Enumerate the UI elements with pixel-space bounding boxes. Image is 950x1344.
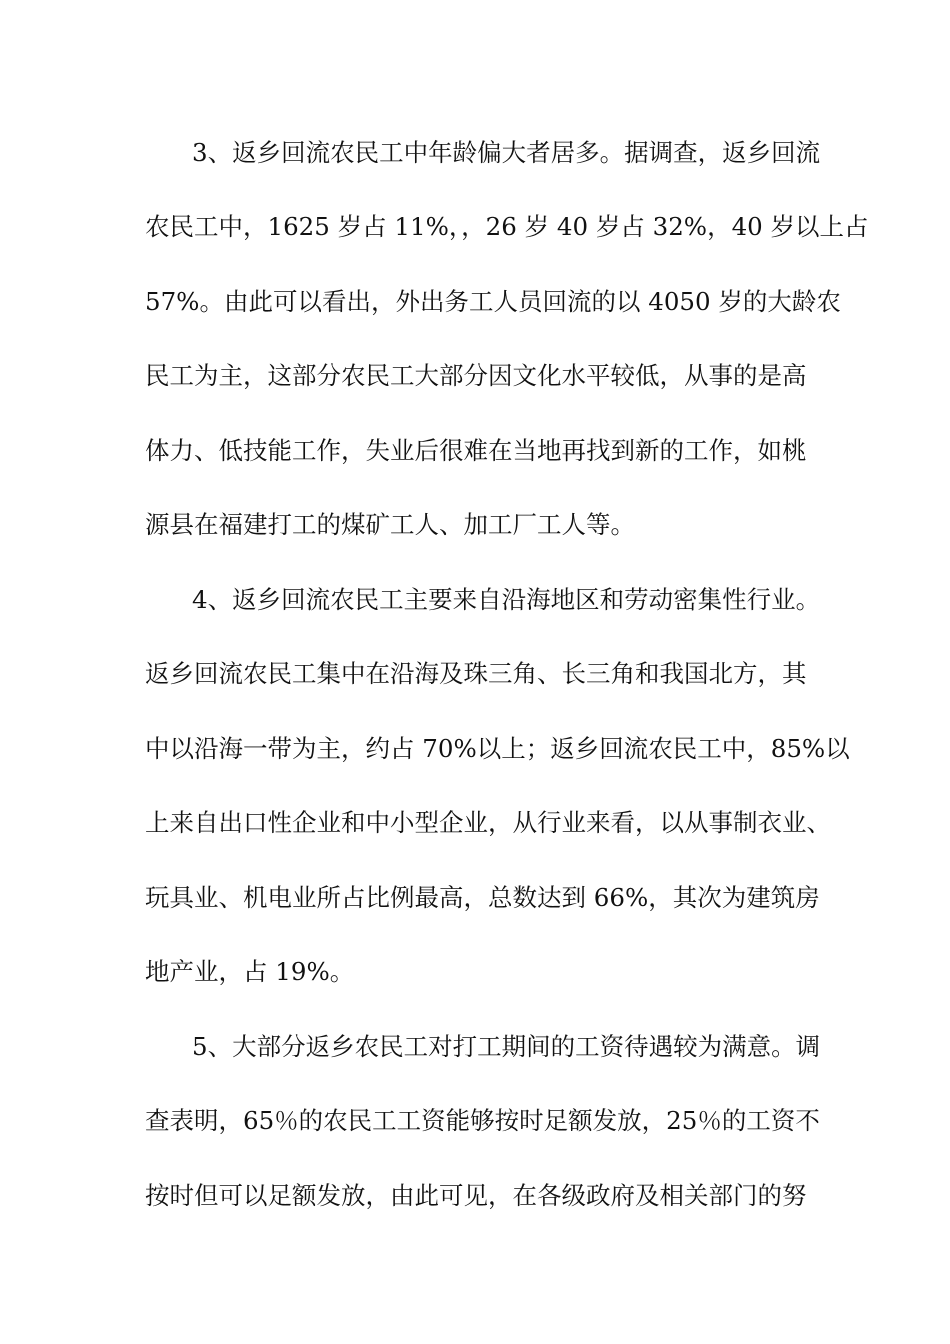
paragraph-4-line-1: 4、返乡回流农民工主要来自沿海地区和劳动密集性行业。 [192, 585, 821, 614]
paragraph-3-line-1: 3、返乡回流农民工中年龄偏大者居多。据调查，返乡回流 [192, 138, 821, 167]
paragraph-3-line-6: 源县在福建打工的煤矿工人、加工厂工人等。 [145, 510, 635, 539]
paragraph-3-line-4: 民工为主，这部分农民工大部分因文化水平较低，从事的是高 [145, 361, 807, 390]
paragraph-5-line-2: 查表明，65％的农民工工资能够按时足额发放，25％的工资不 [145, 1106, 820, 1135]
paragraph-4-line-6: 地产业，占 19%。 [145, 957, 355, 986]
paragraph-4-line-5: 玩具业、机电业所占比例最高，总数达到 66%，其次为建筑房 [145, 883, 820, 912]
paragraph-3-line-3: 57%。由此可以看出，外出务工人员回流的以 4050 岁的大龄农 [145, 287, 841, 316]
paragraph-5-line-1: 5、大部分返乡农民工对打工期间的工资待遇较为满意。调 [192, 1032, 821, 1061]
paragraph-4-line-3: 中以沿海一带为主，约占 70%以上；返乡回流农民工中，85%以 [145, 734, 850, 763]
paragraph-3-line-5: 体力、低技能工作，失业后很难在当地再找到新的工作，如桃 [145, 436, 807, 465]
paragraph-4-line-2: 返乡回流农民工集中在沿海及珠三角、长三角和我国北方，其 [145, 659, 807, 688]
paragraph-3-line-2: 农民工中，1625 岁占 11%，，26 岁 40 岁占 32%，40 岁以上占 [145, 212, 869, 241]
paragraph-4-line-4: 上来自出口性企业和中小型企业，从行业来看，以从事制衣业、 [145, 808, 831, 837]
paragraph-5-line-3: 按时但可以足额发放，由此可见，在各级政府及相关部门的努 [145, 1181, 807, 1210]
